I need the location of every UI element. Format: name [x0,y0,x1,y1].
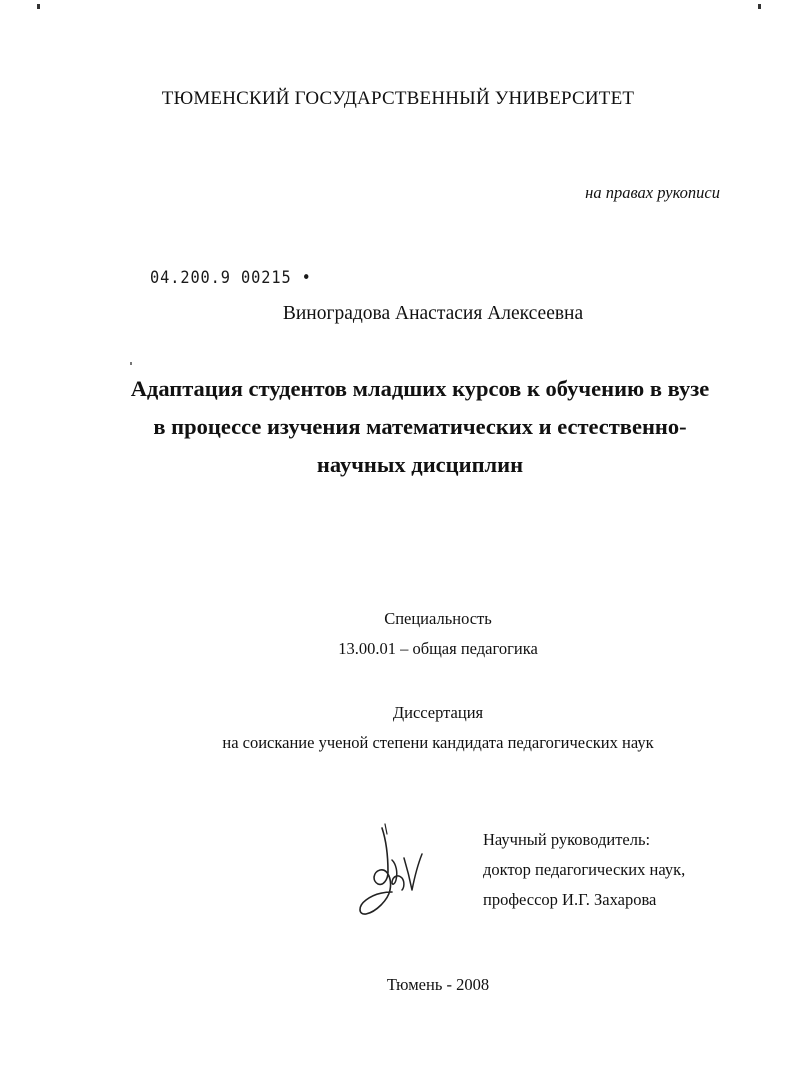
supervisor-role: Научный руководитель: [483,830,651,849]
scan-speck [130,362,132,365]
supervisor-name: профессор И.Г. Захарова [483,890,657,909]
scan-corner-mark-right [758,4,761,9]
title-line-1: Адаптация студентов младших курсов к обучению в вузе [130,376,710,401]
registration-stamp-number: 04.200.9 00215 • [150,268,312,288]
specialty-code: 13.00.01 – общая педагогика [338,639,538,658]
supervisor-block [483,825,685,915]
specialty-label: Специальность [384,609,492,628]
supervisor-degree: доктор педагогических наук, [483,860,686,879]
manuscript-note: на правах рукописи [585,183,720,202]
city-year: Тюмень - 2008 [386,975,490,994]
dissertation-title [100,370,740,484]
signature-icon [352,820,432,920]
dissertation-label: Диссертация [392,703,484,722]
title-line-3: научных дисциплин [316,452,524,477]
degree-description: на соискание ученой степени кандидата педагогических наук [222,733,654,752]
university-name: ТЮМЕНСКИЙ ГОСУДАРСТВЕННЫЙ УНИВЕРСИТЕТ [161,88,635,109]
scan-corner-mark-left [37,4,40,9]
title-line-2: в процессе изучения математических и естественно- [153,414,687,439]
author-name: Виноградова Анастасия Алексеевна [282,303,584,324]
